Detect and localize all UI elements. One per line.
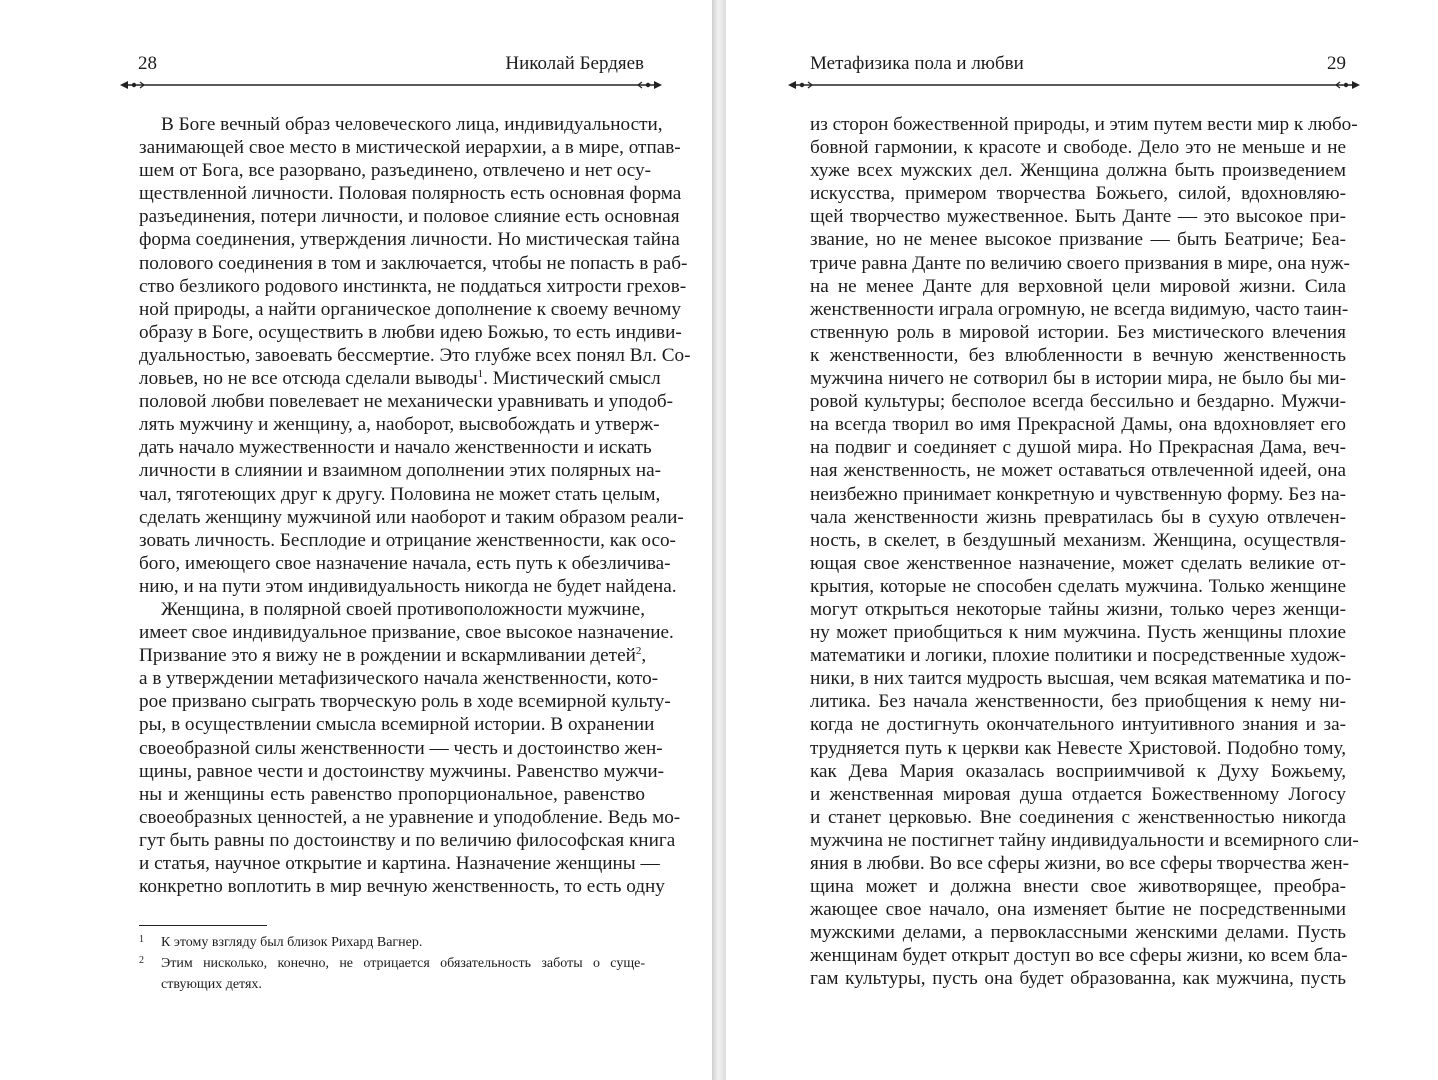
text-line [810, 413, 1346, 436]
footnote [139, 953, 645, 995]
text-line [810, 713, 1346, 736]
text-line-content: конкретно воплотить в мир вечную женственность, то есть одну [139, 876, 665, 898]
text-line-content: своеобразных ценностей, а не уравнение и уподобление. Ведь мо- [139, 806, 681, 828]
text-line-content: разъединения, потери личности, и половое слияние есть основная [139, 206, 680, 228]
text-line-content: щины, равное чести и достоинству мужчины. Равенство мужчи- [139, 760, 665, 782]
right-page-number: 29 [1327, 53, 1346, 74]
text-line-content: образу в Боге, осуществить в любви идею Божью, то есть индиви- [139, 321, 682, 343]
text-line [810, 228, 1346, 251]
right-header-ornament-rule [788, 78, 1360, 92]
text-line-content: женщинам будет открыт доступ во все сферы жизни, ко всем бла- [810, 945, 1348, 967]
text-line [139, 829, 676, 852]
footnote-text: К этому взгляду был близок Рихард Вагнер. [161, 935, 423, 950]
text-line-content: ство безликого родового инстинкта, не поддаться хитрости грехов- [139, 275, 687, 297]
text-line [810, 390, 1346, 413]
text-line-content: яния в любви. Во все сферы жизни, во все сферы творчества жен- [810, 853, 1350, 874]
text-line [139, 182, 682, 205]
text-line [810, 644, 1346, 667]
text-line-content: дуальностью, завоевать бессмертие. Это глубже всех понял Вл. Со- [139, 344, 691, 366]
text-line-content: математики и логики, плохие политики и посредственные худож- [810, 645, 1346, 667]
text-line-content: мужскими делами, а первоклассными женскими делами. Пусть [810, 922, 1346, 944]
text-line-content: сделать женщину мужчиной или наоборот и таким образом реали- [139, 506, 684, 528]
text-line-content: женственности играла огромную, не всегда видимую, часто таин- [810, 298, 1349, 320]
text-line-content: ная женственность, не может оставаться отвлеченной идеей, она [810, 460, 1346, 482]
text-line [810, 829, 1359, 852]
text-line [810, 252, 1350, 275]
text-line [810, 852, 1350, 875]
footnote-mark: 2 [139, 955, 144, 966]
text-line [139, 136, 681, 159]
text-line [810, 737, 1346, 760]
text-line [810, 506, 1346, 529]
text-line [810, 436, 1346, 459]
left-header-ornament-rule [120, 78, 662, 92]
text-line [139, 344, 691, 367]
footnote-mark: 1 [139, 934, 144, 945]
text-line-content: на всегда творил во имя Прекрасной Дамы, она вдохновляет его [810, 414, 1346, 436]
text-line-content: бовной гармонии, к красоте и свободе. Дело это не меньше и не [810, 137, 1346, 159]
text-line [139, 575, 677, 598]
text-line [810, 944, 1346, 967]
text-line-content: В Боге вечный образ человеческого лица, индивидуальности, [161, 114, 663, 135]
right-body-text [810, 113, 1359, 991]
text-line-content: как Дева Мария оказалась восприимчивой к Духу Божьему, [810, 760, 1346, 782]
text-line [139, 483, 661, 506]
text-line-content: и статья, научное открытие и картина. Назначение женщины — [139, 853, 660, 874]
footnote-text: Этим нисколько, конечно, не отрицается обязательность заботы о суще- [161, 956, 645, 971]
text-line-content: искусства, примером творчества Божьего, силой, вдохновляю- [810, 183, 1346, 205]
text-line [810, 621, 1346, 644]
text-line [810, 575, 1346, 598]
text-line-content: жающее свое начало, она изменяет бытие не посредственными [810, 899, 1346, 921]
text-line [139, 459, 662, 482]
text-line-content: нию, и на пути этом индивидуальность никогда не будет найдена. [139, 575, 677, 597]
text-line-content: занимающей свое место в мистической иерархии, а в мире, отпав- [139, 137, 681, 159]
text-line-content: чала женственности жизнь превратилась бы в сухую отвлечен- [810, 506, 1346, 528]
text-line-content: могут открыться некоторые тайны жизни, только через женщи- [810, 598, 1346, 620]
text-line-content: мужчина ничего не сотворил бы в истории мира, не было бы ми- [810, 368, 1346, 390]
text-line [810, 598, 1346, 621]
text-line-content: неизбежно принимает конкретную и чувственную форму. Без на- [810, 483, 1346, 505]
text-line [139, 367, 661, 390]
text-line-content: имеет свое индивидуальное призвание, свое высокое назначение. [139, 622, 674, 644]
text-line [139, 737, 663, 760]
text-line-content: ры, в осуществлении смысла всемирной истории. В охранении [139, 714, 655, 736]
footnote-reference[interactable]: 1 [477, 368, 484, 381]
text-line [139, 298, 681, 321]
text-line [810, 529, 1346, 552]
text-line [810, 760, 1346, 783]
text-line-content: трудняется путь к церкви как Невесте Христовой. Подобно тому, [810, 737, 1346, 759]
text-line [810, 136, 1346, 159]
text-line [139, 321, 682, 344]
text-line [810, 275, 1346, 298]
text-line-content: дать начало мужественности и начало женственности и искать [139, 437, 652, 459]
book-gutter [712, 0, 726, 1080]
text-line [810, 367, 1346, 390]
text-line [139, 205, 680, 228]
text-line [810, 321, 1346, 344]
text-line [810, 552, 1346, 575]
text-line-content: щей творчество мужественное. Быть Данте — это высокое при- [810, 206, 1346, 228]
text-line-content: ность, в скелет, в бездушный механизм. Женщина, осуществля- [810, 529, 1346, 551]
text-line-content: щина может и должна внести свое животворящее, преобра- [810, 876, 1346, 898]
right-page-header [810, 52, 1346, 76]
text-line-content: литика. Без начала женственности, без приобщения к нему ни- [810, 691, 1346, 713]
text-line-content: чал, тяготеющих друг к другу. Половина не может стать целым, [139, 483, 661, 505]
text-line [139, 228, 680, 251]
text-line [139, 113, 663, 136]
text-line-content: ществленной личности. Половая полярность есть основная форма [139, 183, 682, 205]
text-line-content: лять мужчину и женщину, а, наоборот, высвобождать и утверж- [139, 414, 660, 436]
text-line [139, 690, 671, 713]
text-line [139, 552, 671, 575]
left-running-title: Николай Бердяев [505, 53, 644, 74]
text-line-content: Призвание это я вижу не в рождении и вскармливании детей [139, 645, 636, 667]
text-line [810, 483, 1346, 506]
text-line [810, 298, 1349, 321]
text-line [810, 967, 1346, 990]
text-line-content: крытия, которые не способен сделать мужчина. Только женщине [810, 575, 1346, 597]
text-line-content: на подвиг и соединяет с душой мира. Но Прекрасная Дама, веч- [810, 437, 1346, 459]
text-line [139, 783, 645, 806]
text-line-content: а в утверждении метафизического начала женственности, кото- [139, 668, 659, 690]
text-line [810, 205, 1346, 228]
text-line-content: когда не достигнуть окончательного интуитивного знания и за- [810, 714, 1346, 736]
text-line [810, 182, 1346, 205]
text-line-content: ной природы, а найти органическое дополнение к своему вечному [139, 298, 681, 320]
footnote-text: ствующих детях. [161, 977, 262, 992]
text-line [139, 667, 659, 690]
text-line [139, 806, 681, 829]
text-line-content: форма соединения, утверждения личности. Но мистическая тайна [139, 229, 680, 251]
text-line [810, 459, 1346, 482]
text-line [810, 159, 1346, 182]
text-line [139, 713, 655, 736]
right-running-title: Метафизика пола и любви [810, 53, 1024, 74]
footnote-rule [139, 925, 267, 926]
text-line-content: звание, но не менее высокое призвание — быть Беатриче; Беа- [810, 229, 1346, 251]
text-line [139, 875, 665, 898]
text-line [810, 344, 1346, 367]
text-line-content: зовать личность. Бесплодие и отрицание женственности, как осо- [139, 529, 676, 551]
text-line-content: мужчина не постигнет тайну индивидуальности и всемирного сли- [810, 829, 1359, 851]
text-line [139, 413, 660, 436]
text-line [139, 598, 645, 621]
footnote-reference[interactable]: 2 [635, 645, 642, 658]
left-body-text [139, 113, 691, 898]
text-line-content: гам культуры, пусть она будет образованна, как мужчина, пусть [810, 968, 1346, 990]
text-line-content: личности в слиянии и взаимном дополнении этих полярных на- [139, 460, 662, 482]
footnote [139, 932, 645, 953]
text-line-content: ники, в них таится мудрость высшая, чем всякая математика и по- [810, 668, 1352, 690]
text-line-content: ровой культуры; бесполое всегда бессильно и бездарно. Мужчи- [810, 391, 1346, 413]
text-line-content: бого, имеющего свое назначение начала, есть путь к обезличива- [139, 552, 671, 574]
text-line-content: из сторон божественной природы, и этим путем вести мир к любо- [810, 114, 1358, 135]
left-page-header [138, 52, 644, 76]
text-line [139, 760, 665, 783]
text-line-content: половой любви повелевает не механически уравнивать и уподоб- [139, 391, 674, 413]
right-page [726, 0, 1438, 1080]
left-page [0, 0, 712, 1080]
left-page-number: 28 [138, 53, 157, 74]
text-line-content: и станет церковью. Вне соединения с женственностью никогда [810, 806, 1346, 828]
text-line-content: ловьев, но не все отсюда сделали выводы [139, 368, 478, 390]
text-line-content: триче равна Данте по величию своего призвания в мире, она нуж- [810, 252, 1350, 274]
text-line [810, 113, 1358, 136]
text-line [139, 529, 676, 552]
text-line [810, 667, 1352, 690]
text-line [139, 852, 660, 875]
text-line [810, 783, 1346, 806]
text-line-content: ственную роль в мировой истории. Без мистического влечения [810, 321, 1346, 343]
text-line [810, 921, 1346, 944]
text-line [139, 644, 645, 667]
text-line-tail: . Мистический смысл [483, 368, 661, 390]
text-line-content: полового соединения в том и заключается, чтобы не попасть в раб- [139, 252, 688, 274]
text-line-content: гут быть равны по достоинству и по величию философская книга [139, 829, 676, 851]
text-line-content: и женственная мировая душа отдается Божественному Логосу [810, 783, 1346, 805]
text-line [810, 806, 1346, 829]
text-line [139, 252, 688, 275]
text-line [139, 436, 652, 459]
text-line [810, 898, 1346, 921]
text-line-content: ны и женщины есть равенство пропорциональное, равенство [139, 783, 645, 805]
text-line [139, 506, 684, 529]
text-line-content: рое призвано сыграть творческую роль в ходе всемирной культу- [139, 691, 671, 713]
text-line-content: ющая свое женственное назначение, может сделать великие от- [810, 552, 1346, 574]
text-line [139, 390, 674, 413]
text-line [810, 875, 1346, 898]
text-line-content: Женщина, в полярной своей противоположности мужчине, [161, 598, 645, 620]
text-line-content: на не менее Данте для верховной цели мировой жизни. Сила [810, 275, 1346, 297]
text-line [139, 159, 652, 182]
text-line [139, 275, 687, 298]
text-line-content: к женственности, без влюбленности в вечную женственность [810, 344, 1346, 366]
text-line-content: хуже всех мужских дел. Женщина должна быть произведением [810, 160, 1346, 182]
text-line-tail: , [641, 645, 647, 667]
text-line-content: шем от Бога, все разорвано, разъединено, отвлечено и нет осу- [139, 160, 652, 182]
footnotes [139, 932, 645, 995]
text-line-content: своеобразной силы женственности — честь и достоинство жен- [139, 737, 663, 759]
text-line-content: ну может приобщиться к ним мужчина. Пусть женщины плохие [810, 622, 1346, 644]
text-line [810, 690, 1346, 713]
text-line [139, 621, 674, 644]
